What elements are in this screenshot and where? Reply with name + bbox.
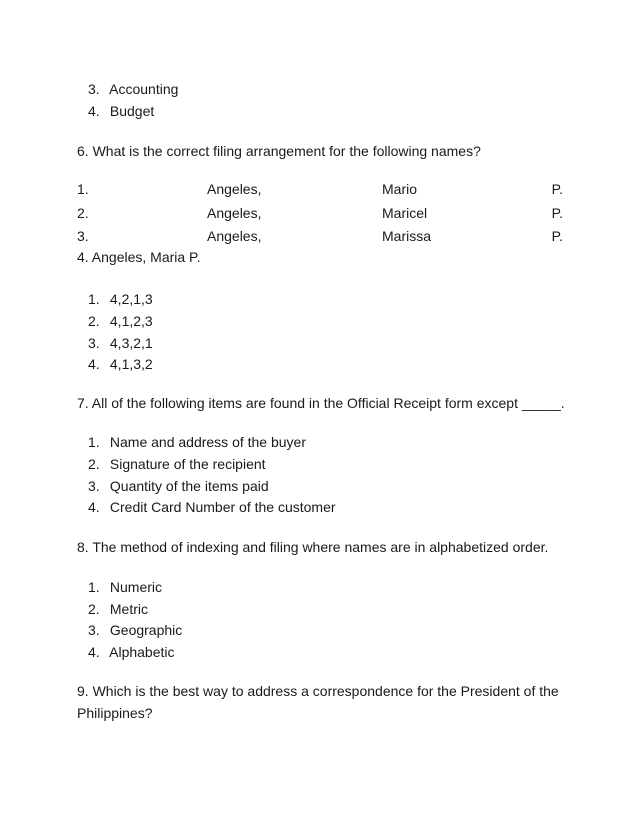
question-9-text-line-2: Philippines?: [77, 705, 153, 721]
list-item: [88, 498, 336, 516]
name-number: 1.: [77, 181, 89, 197]
option-text: Name and address of the buyer: [109, 434, 307, 450]
option-number: 3.: [88, 478, 100, 494]
name-middle-initial: P.: [551, 205, 563, 221]
option-number: 3.: [88, 335, 100, 351]
name-row-1: [77, 180, 563, 198]
option-text: Accounting: [109, 81, 179, 97]
list-item: [88, 643, 175, 661]
list-item: [88, 477, 269, 495]
option-text: Budget: [109, 103, 155, 119]
option-number: 1.: [88, 579, 100, 595]
name-row-2: [77, 204, 563, 222]
option-text: Alphabetic: [109, 644, 175, 660]
name-first: Marissa: [382, 228, 432, 244]
name-first: Mario: [382, 181, 418, 197]
list-item: [88, 290, 153, 308]
option-number: 4.: [88, 499, 100, 515]
list-item: [88, 312, 153, 330]
option-number: 4.: [88, 103, 100, 119]
question-7-text: 7. All of the following items are found in the Official Receipt form except _____.: [77, 395, 565, 411]
list-item: [88, 334, 153, 352]
option-text: Quantity of the items paid: [109, 478, 269, 494]
option-number: 1.: [88, 434, 100, 450]
option-number: 4.: [88, 644, 100, 660]
name-number: 3.: [77, 228, 89, 244]
option-number: 4.: [88, 356, 100, 372]
name-row-3: [77, 227, 563, 245]
question-9-text-line-1: 9. Which is the best way to address a correspondence for the President of the: [77, 683, 559, 699]
list-item: [88, 433, 306, 451]
option-text: 4,1,2,3: [109, 313, 153, 329]
name-last: Angeles,: [207, 181, 262, 197]
name-last: Angeles,: [207, 205, 262, 221]
option-text: Geographic: [109, 622, 183, 638]
name-middle-initial: P.: [551, 228, 563, 244]
list-item: [88, 578, 162, 596]
list-item: [88, 102, 154, 120]
option-text: Credit Card Number of the customer: [109, 499, 336, 515]
option-number: 2.: [88, 313, 100, 329]
option-text: Metric: [109, 601, 149, 617]
option-text: Signature of the recipient: [109, 456, 266, 472]
option-number: 1.: [88, 291, 100, 307]
name-row-4: 4. Angeles, Maria P.: [77, 249, 201, 265]
option-text: 4,3,2,1: [109, 335, 153, 351]
question-6-text: 6. What is the correct filing arrangement for the following names?: [77, 143, 481, 159]
name-middle-initial: P.: [551, 181, 563, 197]
list-item: [88, 621, 182, 639]
list-item: [88, 80, 178, 98]
option-number: 2.: [88, 456, 100, 472]
name-number: 2.: [77, 205, 89, 221]
option-number: 3.: [88, 81, 100, 97]
list-item: [88, 355, 153, 373]
name-last: Angeles,: [207, 228, 262, 244]
option-number: 2.: [88, 601, 100, 617]
question-8-text: 8. The method of indexing and filing where names are in alphabetized order.: [77, 539, 549, 555]
option-text: Numeric: [109, 579, 163, 595]
name-first: Maricel: [382, 205, 428, 221]
option-number: 3.: [88, 622, 100, 638]
list-item: [88, 600, 148, 618]
option-text: 4,1,3,2: [109, 356, 153, 372]
list-item: [88, 455, 266, 473]
option-text: 4,2,1,3: [109, 291, 153, 307]
